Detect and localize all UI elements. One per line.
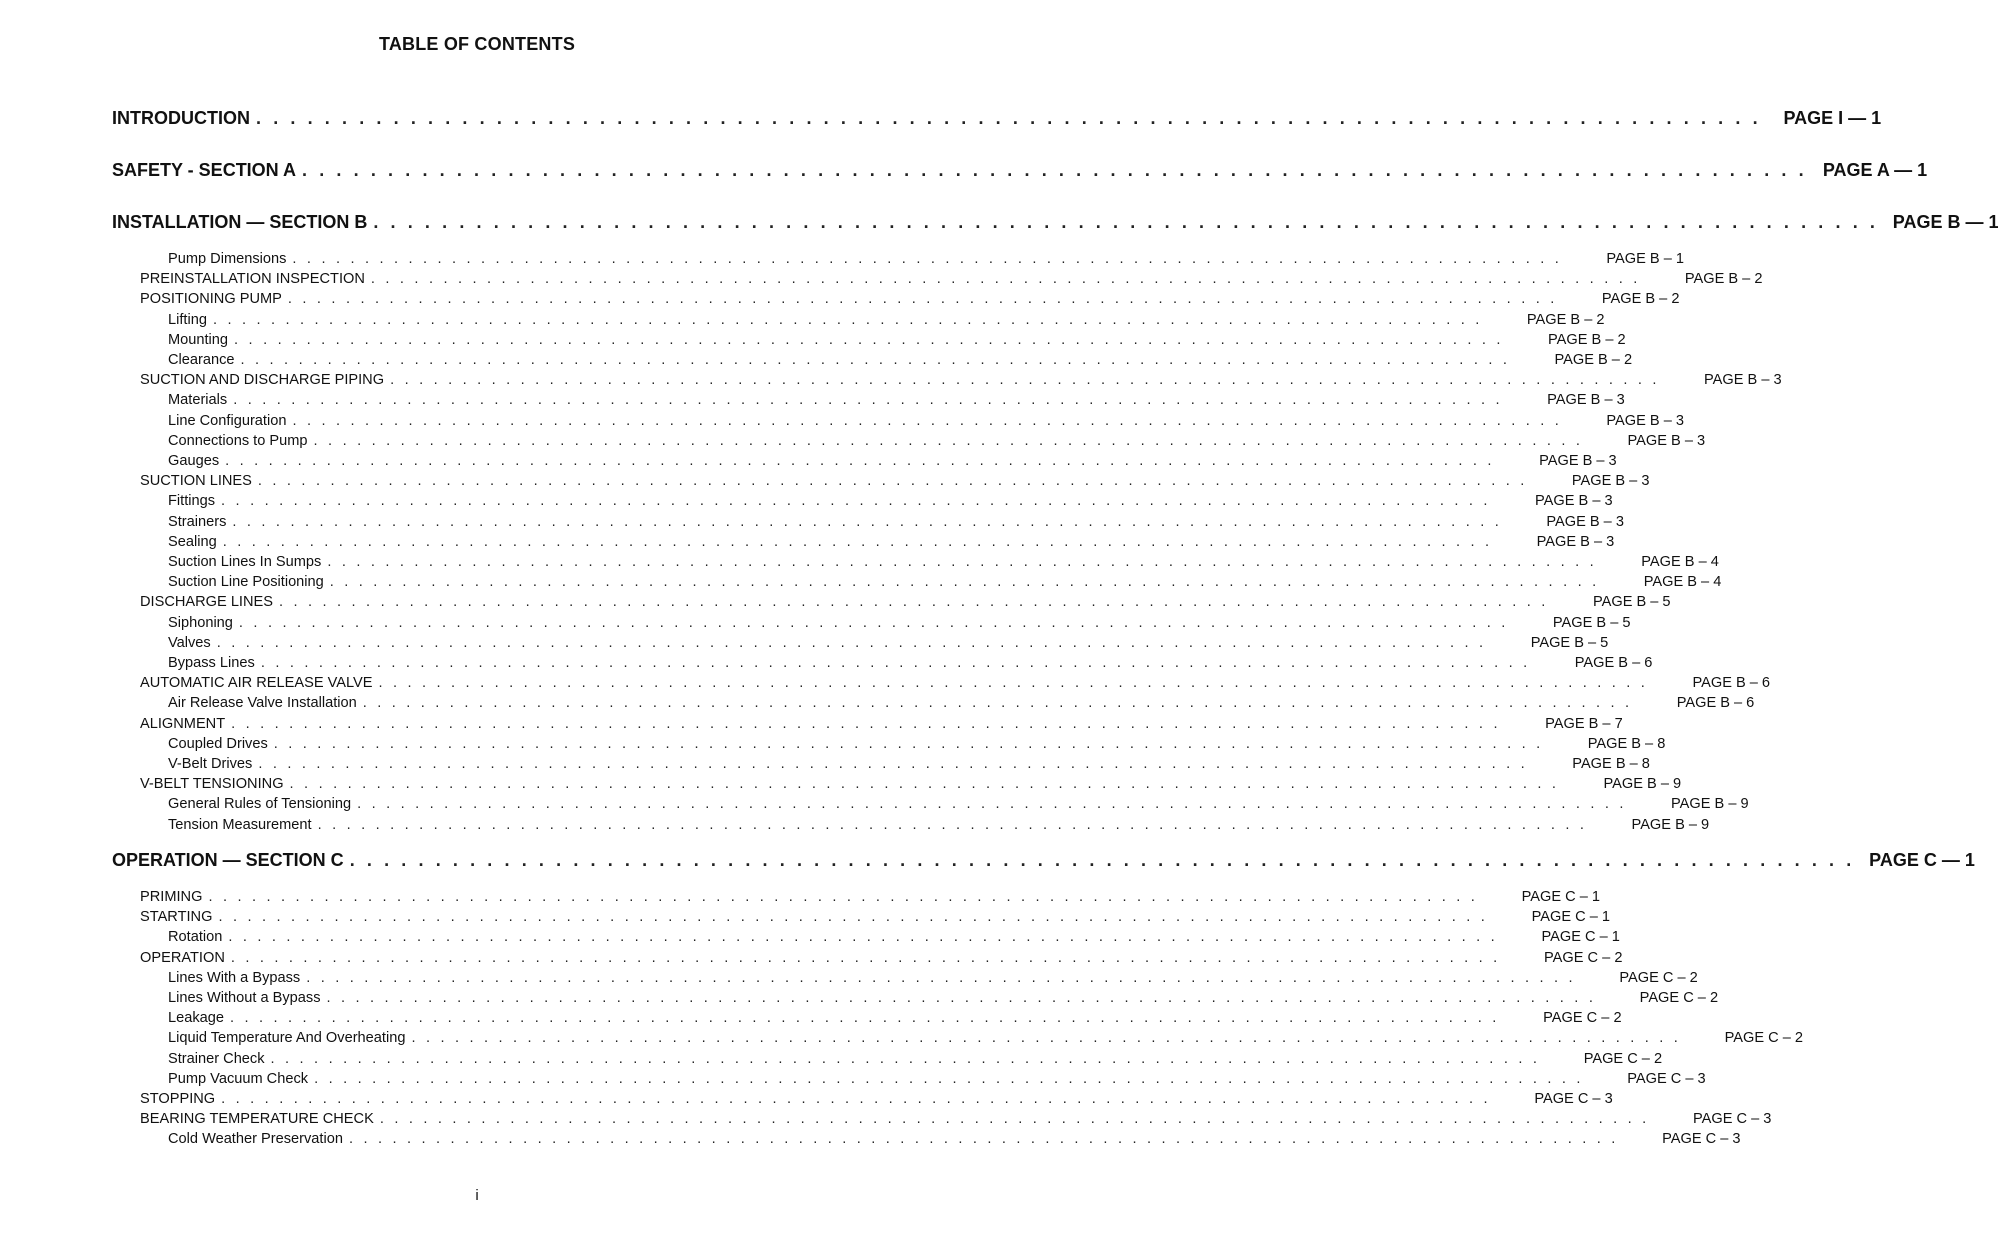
toc-dot-leader: . . . . . . . . . . . . . . . . . . . . . . . . . . . . . . . . . . . . . . . . . . . . . . . . . . . . . . . . . . . . . . . . . . . . . . . . . . . . . . . . . . . . . . . . [302, 160, 1808, 180]
toc-subentry [168, 816, 1710, 833]
toc-entry [140, 594, 1671, 611]
toc-entry-label: Clearance [168, 352, 235, 368]
toc-dot-leader: . . . . . . . . . . . . . . . . . . . . . . . . . . . . . . . . . . . . . . . . . . . . . . . . . . . . . . . . . . . . . . . . . . . . . . . . . . . . . . . . . . . . . . . . [327, 554, 1597, 570]
toc-entry-page: PAGE B – 2 [1554, 352, 1633, 368]
toc-dot-leader: . . . . . . . . . . . . . . . . . . . . . . . . . . . . . . . . . . . . . . . . . . . . . . . . . . . . . . . . . . . . . . . . . . . . . . . . . . . . . . . . . . . . . . . . [411, 1030, 1682, 1047]
page-number: i [475, 1187, 479, 1204]
page-title: TABLE OF CONTENTS [378, 34, 576, 54]
toc-entry-page: PAGE B – 8 [1572, 756, 1650, 772]
toc-subentry [168, 352, 1633, 368]
toc-entry-page: PAGE C – 2 [1544, 949, 1623, 966]
toc-subentry [168, 554, 1719, 570]
toc-entry-page: PAGE C – 2 [1619, 969, 1698, 986]
toc-entry-label: Suction Line Positioning [168, 574, 324, 591]
toc-section-heading [112, 108, 1882, 129]
toc-entry [140, 909, 1610, 926]
toc-entry-page: PAGE C – 1 [1531, 909, 1610, 926]
toc-dot-leader: . . . . . . . . . . . . . . . . . . . . . . . . . . . . . . . . . . . . . . . . . . . . . . . . . . . . . . . . . . . . . . . . . . . . . . . . . . . . . . . . . . . . . . . . [212, 311, 1483, 328]
toc-subentry [168, 1131, 1741, 1148]
toc-dot-leader: . . . . . . . . . . . . . . . . . . . . . . . . . . . . . . . . . . . . . . . . . . . . . . . . . . . . . . . . . . . . . . . . . . . . . . . . . . . . . . . . . . . . . . . . [362, 695, 1633, 712]
toc-dot-leader: . . . . . . . . . . . . . . . . . . . . . . . . . . . . . . . . . . . . . . . . . . . . . . . . . . . . . . . . . . . . . . . . . . . . . . . . . . . . . . . . . . . . . . . . [317, 816, 1588, 833]
toc-entry-label: POSITIONING PUMP [140, 291, 282, 308]
toc-dot-leader: . . . . . . . . . . . . . . . . . . . . . . . . . . . . . . . . . . . . . . . . . . . . . . . . . . . . . . . . . . . . . . . . . . . . . . . . . . . . . . . . . . . . . . . . [292, 251, 1562, 267]
toc-entry-page: PAGE B – 4 [1641, 554, 1719, 570]
toc-entry-label: Lifting [168, 311, 207, 328]
toc-entry-page: PAGE B – 5 [1530, 634, 1609, 651]
toc-subentry [168, 513, 1624, 530]
toc-dot-leader: . . . . . . . . . . . . . . . . . . . . . . . . . . . . . . . . . . . . . . . . . . . . . . . . . . . . . . . . . . . . . . . . . . . . . . . . . . . . . . . . . . . . . . . . [260, 655, 1531, 671]
toc-entry-page: PAGE B – 1 [1606, 251, 1684, 267]
toc-section-heading [112, 850, 1975, 871]
toc-entry-label: V-Belt Drives [168, 756, 253, 772]
toc-entry-label: STARTING [140, 909, 213, 926]
toc-entry-page: PAGE C – 1 [1521, 889, 1600, 905]
toc-entry-label: SAFETY - SECTION A [112, 160, 297, 180]
toc-entry-label: PREINSTALLATION INSPECTION [140, 271, 365, 288]
toc-dot-leader: . . . . . . . . . . . . . . . . . . . . . . . . . . . . . . . . . . . . . . . . . . . . . . . . . . . . . . . . . . . . . . . . . . . . . . . . . . . . . . . . . . . . . . . . [390, 372, 1660, 389]
toc-entry-label: V-BELT TENSIONING [140, 776, 284, 793]
toc-entry-label: Pump Vacuum Check [168, 1070, 309, 1087]
toc-entry-label: Mounting [168, 331, 229, 348]
toc-entry-label: Liquid Temperature And Overheating [168, 1030, 406, 1047]
toc-entry-label: STOPPING [140, 1091, 216, 1107]
toc-entry-page: PAGE B – 2 [1684, 271, 1763, 288]
toc-entry-page: PAGE B – 3 [1536, 533, 1615, 550]
toc-entry-page: PAGE B – 9 [1631, 816, 1710, 833]
toc-entry-label: General Rules of Tensioning [168, 796, 352, 813]
toc-entry-page: PAGE B – 9 [1603, 776, 1682, 793]
toc-entry-page: PAGE B – 2 [1526, 311, 1605, 328]
toc-dot-leader: . . . . . . . . . . . . . . . . . . . . . . . . . . . . . . . . . . . . . . . . . . . . . . . . . . . . . . . . . . . . . . . . . . . . . . . . . . . . . . . . . . . . . . . . [379, 1111, 1650, 1128]
toc-entry-page: PAGE B – 5 [1552, 614, 1631, 631]
toc-entry-label: Strainer Check [168, 1050, 265, 1067]
toc-entry-page: PAGE B – 4 [1643, 574, 1722, 591]
toc-dot-leader: . . . . . . . . . . . . . . . . . . . . . . . . . . . . . . . . . . . . . . . . . . . . . . . . . . . . . . . . . . . . . . . . . . . . . . . . . . . . . . . . . . . . . . . . [257, 473, 1528, 490]
toc-subentry [168, 412, 1685, 429]
toc-entry-label: Pump Dimensions [168, 251, 287, 267]
toc-dot-leader: . . . . . . . . . . . . . . . . . . . . . . . . . . . . . . . . . . . . . . . . . . . . . . . . . . . . . . . . . . . . . . . . . . . . . . . . . . . . . . . . . . . . . . . . [349, 850, 1855, 870]
toc-entry [140, 372, 1782, 389]
toc-entry-label: SUCTION AND DISCHARGE PIPING [140, 372, 385, 389]
toc-entry-label: Suction Lines In Sumps [168, 554, 322, 570]
toc-dot-leader: . . . . . . . . . . . . . . . . . . . . . . . . . . . . . . . . . . . . . . . . . . . . . . . . . . . . . . . . . . . . . . . . . . . . . . . . . . . . . . . . . . . . . . . . [208, 889, 1478, 905]
toc-subentry [168, 311, 1605, 328]
toc-entry-label: Rotation [168, 929, 223, 946]
toc-entry [140, 271, 1763, 288]
toc-entry-page: PAGE C — 1 [1869, 850, 1975, 870]
toc-entry-page: PAGE B — 1 [1892, 212, 1999, 232]
toc-entry-page: PAGE B – 3 [1539, 453, 1617, 469]
toc-entry-label: INTRODUCTION [112, 108, 250, 128]
toc-entry-label: Line Configuration [168, 412, 287, 429]
toc-dot-leader: . . . . . . . . . . . . . . . . . . . . . . . . . . . . . . . . . . . . . . . . . . . . . . . . . . . . . . . . . . . . . . . . . . . . . . . . . . . . . . . . . . . . . . . . [314, 1070, 1584, 1087]
toc-entry-page: PAGE C – 2 [1724, 1030, 1804, 1047]
toc-entry-label: Lines With a Bypass [168, 969, 301, 986]
toc-section-heading [112, 160, 1928, 181]
toc-entry-page: PAGE B – 3 [1546, 513, 1624, 530]
toc-dot-leader: . . . . . . . . . . . . . . . . . . . . . . . . . . . . . . . . . . . . . . . . . . . . . . . . . . . . . . . . . . . . . . . . . . . . . . . . . . . . . . . . . . . . . . . . [258, 756, 1528, 772]
toc-entry-label: Bypass Lines [168, 655, 255, 671]
toc-subentry [168, 735, 1666, 752]
toc-dot-leader: . . . . . . . . . . . . . . . . . . . . . . . . . . . . . . . . . . . . . . . . . . . . . . . . . . . . . . . . . . . . . . . . . . . . . . . . . . . . . . . . . . . . . . . . [232, 513, 1502, 530]
toc-dot-leader: . . . . . . . . . . . . . . . . . . . . . . . . . . . . . . . . . . . . . . . . . . . . . . . . . . . . . . . . . . . . . . . . . . . . . . . . . . . . . . . . . . . . . . . . [221, 1091, 1491, 1107]
toc-entry-page: PAGE B – 3 [1547, 392, 1625, 409]
toc-dot-leader: . . . . . . . . . . . . . . . . . . . . . . . . . . . . . . . . . . . . . . . . . . . . . . . . . . . . . . . . . . . . . . . . . . . . . . . . . . . . . . . . . . . . . . . . [289, 776, 1560, 793]
toc-entry-page: PAGE B – 3 [1627, 432, 1706, 449]
toc-entry-label: Leakage [168, 1010, 224, 1027]
toc-subentry [168, 796, 1749, 813]
toc-dot-leader: . . . . . . . . . . . . . . . . . . . . . . . . . . . . . . . . . . . . . . . . . . . . . . . . . . . . . . . . . . . . . . . . . . . . . . . . . . . . . . . . . . . . . . . . [240, 352, 1511, 368]
toc-subentry [168, 493, 1613, 510]
toc-entry-page: PAGE I — 1 [1783, 108, 1882, 128]
toc-entry-label: Materials [168, 392, 228, 409]
toc-entry-label: Air Release Valve Installation [168, 695, 357, 712]
toc-section-heading [112, 212, 1999, 233]
toc-entry-label: Coupled Drives [168, 735, 268, 752]
toc-subentry [168, 929, 1620, 946]
toc-entry [140, 949, 1623, 966]
toc-entry-label: OPERATION [140, 949, 225, 966]
toc-subentry [168, 695, 1755, 712]
toc-subentry [168, 634, 1609, 651]
toc-dot-leader: . . . . . . . . . . . . . . . . . . . . . . . . . . . . . . . . . . . . . . . . . . . . . . . . . . . . . . . . . . . . . . . . . . . . . . . . . . . . . . . . . . . . . . . . [231, 715, 1501, 732]
toc-entry-label: Lines Without a Bypass [168, 990, 321, 1006]
toc-dot-leader: . . . . . . . . . . . . . . . . . . . . . . . . . . . . . . . . . . . . . . . . . . . . . . . . . . . . . . . . . . . . . . . . . . . . . . . . . . . . . . . . . . . . . . . . [238, 614, 1509, 631]
toc-dot-leader: . . . . . . . . . . . . . . . . . . . . . . . . . . . . . . . . . . . . . . . . . . . . . . . . . . . . . . . . . . . . . . . . . . . . . . . . . . . . . . . . . . . . . . . . [370, 271, 1641, 288]
toc-dot-leader: . . . . . . . . . . . . . . . . . . . . . . . . . . . . . . . . . . . . . . . . . . . . . . . . . . . . . . . . . . . . . . . . . . . . . . . . . . . . . . . . . . . . . . . . [348, 1131, 1619, 1148]
toc-subentry [168, 432, 1706, 449]
toc-dot-leader: . . . . . . . . . . . . . . . . . . . . . . . . . . . . . . . . . . . . . . . . . . . . . . . . . . . . . . . . . . . . . . . . . . . . . . . . . . . . . . . . . . . . . . . . [233, 392, 1503, 409]
toc-entry [140, 473, 1650, 490]
toc-dot-leader: . . . . . . . . . . . . . . . . . . . . . . . . . . . . . . . . . . . . . . . . . . . . . . . . . . . . . . . . . . . . . . . . . . . . . . . . . . . . . . . . . . . . . . . . [329, 574, 1600, 591]
toc-subentry [168, 1010, 1622, 1027]
toc-dot-leader: . . . . . . . . . . . . . . . . . . . . . . . . . . . . . . . . . . . . . . . . . . . . . . . . . . . . . . . . . . . . . . . . . . . . . . . . . . . . . . . . . . . . . . . . [230, 1010, 1500, 1027]
toc-dot-leader: . . . . . . . . . . . . . . . . . . . . . . . . . . . . . . . . . . . . . . . . . . . . . . . . . . . . . . . . . . . . . . . . . . . . . . . . . . . . . . . . . . . . . . . . [373, 212, 1879, 232]
toc-entry-page: PAGE B – 6 [1574, 655, 1653, 671]
toc-entry-label: AUTOMATIC AIR RELEASE VALVE [140, 675, 373, 692]
toc-subentry [168, 251, 1684, 267]
toc-entry-page: PAGE B – 3 [1571, 473, 1650, 490]
toc-entry-page: PAGE C – 2 [1639, 990, 1719, 1006]
toc-dot-leader: . . . . . . . . . . . . . . . . . . . . . . . . . . . . . . . . . . . . . . . . . . . . . . . . . . . . . . . . . . . . . . . . . . . . . . . . . . . . . . . . . . . . . . . . [279, 594, 1549, 611]
toc-entry-label: Fittings [168, 493, 216, 510]
toc-dot-leader: . . . . . . . . . . . . . . . . . . . . . . . . . . . . . . . . . . . . . . . . . . . . . . . . . . . . . . . . . . . . . . . . . . . . . . . . . . . . . . . . . . . . . . . . [287, 291, 1558, 308]
toc-entry-page: PAGE C – 3 [1662, 1131, 1741, 1148]
toc-subentry [168, 533, 1615, 550]
toc-entry [140, 291, 1680, 308]
toc-dot-leader: . . . . . . . . . . . . . . . . . . . . . . . . . . . . . . . . . . . . . . . . . . . . . . . . . . . . . . . . . . . . . . . . . . . . . . . . . . . . . . . . . . . . . . . . [292, 412, 1563, 429]
toc-subentry [168, 756, 1650, 772]
toc-subentry [168, 331, 1626, 348]
toc-entry-label: Connections to Pump [168, 432, 308, 449]
toc-dot-leader: . . . . . . . . . . . . . . . . . . . . . . . . . . . . . . . . . . . . . . . . . . . . . . . . . . . . . . . . . . . . . . . . . . . . . . . . . . . . . . . . . . . . . . . . [216, 634, 1487, 651]
toc-entry [140, 675, 1771, 692]
toc-entry-label: Sealing [168, 533, 217, 550]
toc-subentry [168, 1030, 1804, 1047]
toc-entry-label: Tension Measurement [168, 816, 312, 833]
toc-subentry [168, 453, 1617, 469]
toc-dot-leader: . . . . . . . . . . . . . . . . . . . . . . . . . . . . . . . . . . . . . . . . . . . . . . . . . . . . . . . . . . . . . . . . . . . . . . . . . . . . . . . . . . . . . . . . [221, 493, 1491, 510]
toc-entry-label: Gauges [168, 453, 220, 469]
toc-entry-label: Cold Weather Preservation [168, 1131, 343, 1148]
toc-entry-page: PAGE C – 2 [1543, 1010, 1622, 1027]
toc-entry [140, 1111, 1772, 1128]
toc-dot-leader: . . . . . . . . . . . . . . . . . . . . . . . . . . . . . . . . . . . . . . . . . . . . . . . . . . . . . . . . . . . . . . . . . . . . . . . . . . . . . . . . . . . . . . . . [357, 796, 1627, 813]
toc-entry-label: SUCTION LINES [140, 473, 252, 490]
toc-dot-leader: . . . . . . . . . . . . . . . . . . . . . . . . . . . . . . . . . . . . . . . . . . . . . . . . . . . . . . . . . . . . . . . . . . . . . . . . . . . . . . . . . . . . . . . . [218, 909, 1488, 926]
toc-entry [140, 1091, 1613, 1107]
toc-entry-page: PAGE C – 2 [1583, 1050, 1663, 1067]
toc-dot-leader: . . . . . . . . . . . . . . . . . . . . . . . . . . . . . . . . . . . . . . . . . . . . . . . . . . . . . . . . . . . . . . . . . . . . . . . . . . . . . . . . . . . . . . . . [228, 929, 1498, 946]
toc-entry-label: DISCHARGE LINES [140, 594, 273, 611]
toc-entry-page: PAGE C – 1 [1541, 929, 1620, 946]
toc-subentry [168, 655, 1653, 671]
toc-dot-leader: . . . . . . . . . . . . . . . . . . . . . . . . . . . . . . . . . . . . . . . . . . . . . . . . . . . . . . . . . . . . . . . . . . . . . . . . . . . . . . . . . . . . . . . . [256, 108, 1762, 128]
toc-entry-label: BEARING TEMPERATURE CHECK [140, 1111, 374, 1128]
toc-entry-page: PAGE B – 3 [1606, 412, 1685, 429]
toc-entry-page: PAGE B – 3 [1535, 493, 1613, 510]
toc-entry-page: PAGE B – 7 [1545, 715, 1623, 732]
toc-subentry [168, 392, 1625, 409]
toc-entry-label: Valves [168, 634, 211, 651]
toc-dot-leader: . . . . . . . . . . . . . . . . . . . . . . . . . . . . . . . . . . . . . . . . . . . . . . . . . . . . . . . . . . . . . . . . . . . . . . . . . . . . . . . . . . . . . . . . [326, 990, 1597, 1006]
toc-entry-page: PAGE B – 8 [1587, 735, 1666, 752]
toc-dot-leader: . . . . . . . . . . . . . . . . . . . . . . . . . . . . . . . . . . . . . . . . . . . . . . . . . . . . . . . . . . . . . . . . . . . . . . . . . . . . . . . . . . . . . . . . [273, 735, 1544, 752]
toc-dot-leader: . . . . . . . . . . . . . . . . . . . . . . . . . . . . . . . . . . . . . . . . . . . . . . . . . . . . . . . . . . . . . . . . . . . . . . . . . . . . . . . . . . . . . . . . [230, 949, 1501, 966]
toc-entry-page: PAGE B – 2 [1601, 291, 1680, 308]
toc-subentry [168, 990, 1719, 1006]
toc-subentry [168, 574, 1722, 591]
toc-entry [140, 889, 1600, 905]
toc-entry-label: OPERATION — SECTION C [112, 850, 344, 870]
toc-entry-label: INSTALLATION — SECTION B [112, 212, 368, 232]
toc-entry-page: PAGE C – 3 [1692, 1111, 1772, 1128]
toc-dot-leader: . . . . . . . . . . . . . . . . . . . . . . . . . . . . . . . . . . . . . . . . . . . . . . . . . . . . . . . . . . . . . . . . . . . . . . . . . . . . . . . . . . . . . . . . [225, 453, 1495, 469]
toc-dot-leader: . . . . . . . . . . . . . . . . . . . . . . . . . . . . . . . . . . . . . . . . . . . . . . . . . . . . . . . . . . . . . . . . . . . . . . . . . . . . . . . . . . . . . . . . [306, 969, 1576, 986]
toc-entry-page: PAGE C – 3 [1534, 1091, 1613, 1107]
toc-entry-label: PRIMING [140, 889, 203, 905]
toc-entry-page: PAGE B – 2 [1548, 331, 1626, 348]
toc-dot-leader: . . . . . . . . . . . . . . . . . . . . . . . . . . . . . . . . . . . . . . . . . . . . . . . . . . . . . . . . . . . . . . . . . . . . . . . . . . . . . . . . . . . . . . . . [234, 331, 1504, 348]
toc-subentry [168, 969, 1698, 986]
toc-dot-leader: . . . . . . . . . . . . . . . . . . . . . . . . . . . . . . . . . . . . . . . . . . . . . . . . . . . . . . . . . . . . . . . . . . . . . . . . . . . . . . . . . . . . . . . . [270, 1050, 1541, 1067]
toc-entry-page: PAGE B – 3 [1704, 372, 1782, 389]
toc-dot-leader: . . . . . . . . . . . . . . . . . . . . . . . . . . . . . . . . . . . . . . . . . . . . . . . . . . . . . . . . . . . . . . . . . . . . . . . . . . . . . . . . . . . . . . . . [313, 432, 1584, 449]
toc-subentry [168, 614, 1631, 631]
toc-entry-label: Strainers [168, 513, 227, 530]
toc-subentry [168, 1050, 1663, 1067]
toc-entry-page: PAGE C – 3 [1627, 1070, 1706, 1087]
toc-entry-page: PAGE B – 5 [1592, 594, 1671, 611]
toc-dot-leader: . . . . . . . . . . . . . . . . . . . . . . . . . . . . . . . . . . . . . . . . . . . . . . . . . . . . . . . . . . . . . . . . . . . . . . . . . . . . . . . . . . . . . . . . [222, 533, 1493, 550]
toc-entry-label: Siphoning [168, 614, 233, 631]
toc-entry [140, 715, 1623, 732]
toc-entry [140, 776, 1682, 793]
toc-entry-label: ALIGNMENT [140, 715, 226, 732]
toc-entry-page: PAGE A — 1 [1822, 160, 1928, 180]
toc-entry-page: PAGE B – 6 [1692, 675, 1771, 692]
toc-entry-page: PAGE B – 9 [1671, 796, 1749, 813]
toc-entry-page: PAGE B – 6 [1676, 695, 1755, 712]
toc-subentry [168, 1070, 1706, 1087]
toc-dot-leader: . . . . . . . . . . . . . . . . . . . . . . . . . . . . . . . . . . . . . . . . . . . . . . . . . . . . . . . . . . . . . . . . . . . . . . . . . . . . . . . . . . . . . . . . [378, 675, 1649, 692]
